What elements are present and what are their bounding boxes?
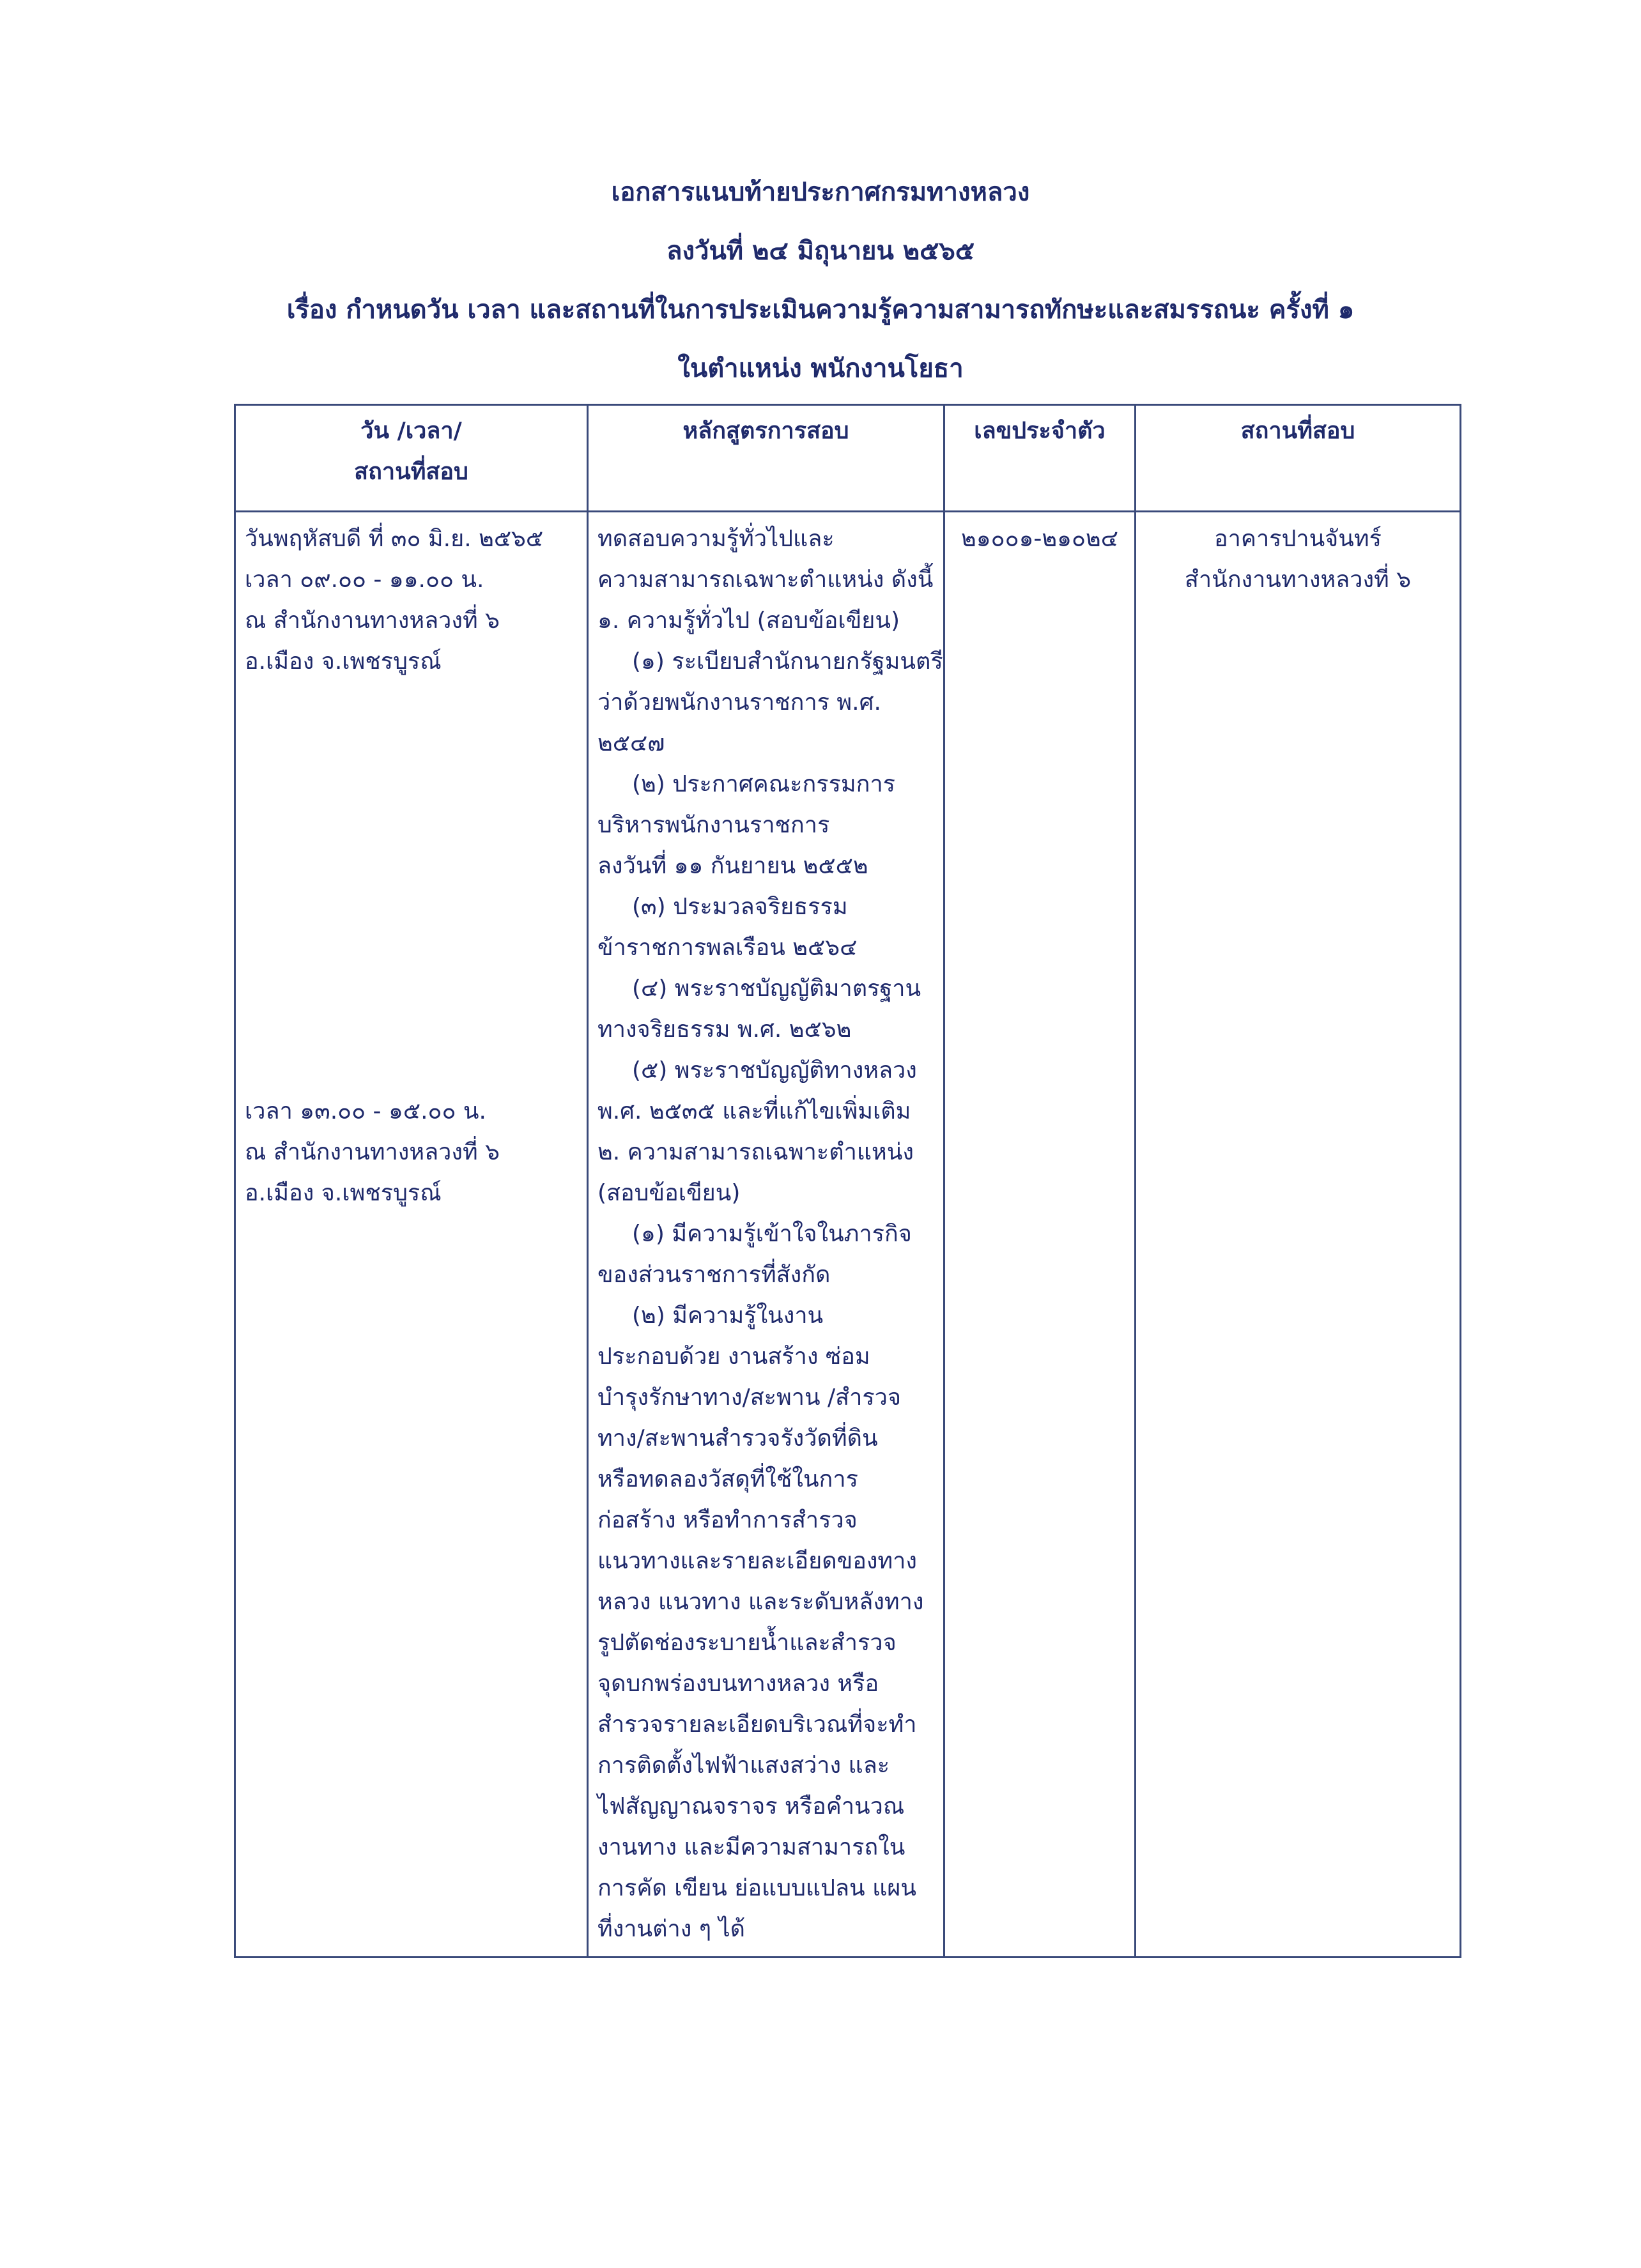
id-range-cell <box>944 512 1136 1958</box>
curriculum-line: สำรวจรายละเอียดบริเวณที่จะทำ <box>597 1712 917 1738</box>
curriculum-list <box>597 519 943 1950</box>
curriculum-line: ๒. ความสามารถเฉพาะตำแหน่ง <box>597 1139 914 1165</box>
exam-schedule-table <box>234 404 1461 1958</box>
curriculum-line: จุดบกพร่องบนทางหลวง หรือ <box>597 1671 879 1697</box>
curriculum-line: บริหารพนักงานราชการ <box>597 812 830 838</box>
curriculum-line: ความสามารถเฉพาะตำแหน่ง ดังนี้ <box>597 567 934 593</box>
schedule-line: เวลา ๑๓.๐๐ - ๑๕.๐๐ น. <box>245 1098 486 1124</box>
curriculum-line: พ.ศ. ๒๕๓๕ และที่แก้ไขเพิ่มเติม <box>597 1098 911 1124</box>
header-title: เอกสารแนบท้ายประกาศกรมทางหลวง <box>611 178 1030 207</box>
curriculum-line: รูปตัดช่องระบายน้ำและสำรวจ <box>597 1630 897 1656</box>
curriculum-line: (๓) ประมวลจริยธรรม <box>632 894 848 920</box>
schedule-line: ณ สำนักงานทางหลวงที่ ๖ <box>245 1139 500 1165</box>
curriculum-line: (๔) พระราชบัญญัติมาตรฐาน <box>632 976 921 1002</box>
curriculum-line: (๒) มีความรู้ในงาน <box>632 1303 824 1329</box>
curriculum-line: ไฟสัญญาณจราจร หรือคำนวณ <box>597 1793 905 1820</box>
curriculum-cell <box>588 512 944 1958</box>
curriculum-line: การติดตั้งไฟฟ้าแสงสว่าง และ <box>597 1752 890 1779</box>
header-exam-place: สถานที่สอบ <box>1136 405 1461 512</box>
header-id-number: เลขประจำตัว <box>944 405 1136 512</box>
exam-place-office: สำนักงานทางหลวงที่ ๖ <box>1184 567 1412 593</box>
table-row <box>235 512 1461 1958</box>
table-header-row <box>235 405 1461 512</box>
curriculum-line: ว่าด้วยพนักงานราชการ พ.ศ. <box>597 689 881 716</box>
header-curriculum: หลักสูตรการสอบ <box>588 405 944 512</box>
curriculum-line: (๑) ระเบียบสำนักนายกรัฐมนตรี <box>632 648 943 675</box>
curriculum-line: การคัด เขียน ย่อแบบแปลน แผน <box>597 1875 917 1901</box>
curriculum-line: หรือทดลองวัสดุที่ใช้ในการ <box>597 1466 858 1492</box>
header-position: ในตำแหน่ง พนักงานโยธา <box>677 354 964 383</box>
schedule-line: อ.เมือง จ.เพชรบูรณ์ <box>245 648 442 675</box>
curriculum-line: (๑) มีความรู้เข้าใจในภารกิจ <box>632 1221 912 1247</box>
schedule-line: ณ สำนักงานทางหลวงที่ ๖ <box>245 608 500 634</box>
schedule-line: เวลา ๐๙.๐๐ - ๑๑.๐๐ น. <box>245 567 484 593</box>
curriculum-line: ลงวันที่ ๑๑ กันยายน ๒๕๕๒ <box>597 853 868 879</box>
curriculum-line: (๒) ประกาศคณะกรรมการ <box>632 771 896 797</box>
curriculum-line: (๕) พระราชบัญญัติทางหลวง <box>632 1057 917 1084</box>
curriculum-line: ๑. ความรู้ทั่วไป (สอบข้อเขียน) <box>597 608 900 634</box>
curriculum-line: ของส่วนราชการที่สังกัด <box>597 1262 831 1288</box>
header-subject: เรื่อง กำหนดวัน เวลา และสถานที่ในการประเมินความรู้ความสามารถทักษะและสมรรถนะ ครั้งที่ ๑ <box>286 295 1355 325</box>
curriculum-line: ทาง/สะพานสำรวจรังวัดที่ดิน <box>597 1425 878 1452</box>
header-date-time-place <box>235 405 588 512</box>
header-place-label: สถานที่สอบ <box>354 459 468 485</box>
curriculum-line: งานทาง และมีความสามารถใน <box>597 1834 905 1860</box>
morning-schedule <box>245 519 582 682</box>
afternoon-schedule <box>245 1091 582 1214</box>
document-header <box>0 163 1641 398</box>
curriculum-line: ทางจริยธรรม พ.ศ. ๒๕๖๒ <box>597 1016 852 1043</box>
schedule-cell <box>235 512 588 1958</box>
curriculum-line: ก่อสร้าง หรือทำการสำรวจ <box>597 1507 858 1533</box>
curriculum-line: หลวง แนวทาง และระดับหลังทาง <box>597 1589 924 1615</box>
id-range: ๒๑๐๐๑-๒๑๐๒๔ <box>961 526 1118 552</box>
curriculum-line: แนวทางและรายละเอียดของทาง <box>597 1548 917 1574</box>
schedule-line: อ.เมือง จ.เพชรบูรณ์ <box>245 1180 442 1206</box>
curriculum-line: ทดสอบความรู้ทั่วไปและ <box>597 526 835 552</box>
curriculum-line: (สอบข้อเขียน) <box>597 1180 741 1206</box>
exam-place-cell <box>1136 512 1461 1958</box>
header-date-time-label: วัน /เวลา/ <box>360 418 462 444</box>
header-date: ลงวันที่ ๒๔ มิถุนายน ๒๕๖๕ <box>666 236 975 266</box>
exam-place-building: อาคารปานจันทร์ <box>1214 526 1382 552</box>
curriculum-line: ๒๕๔๗ <box>597 730 665 756</box>
curriculum-line: ประกอบด้วย งานสร้าง ซ่อม <box>597 1344 870 1370</box>
curriculum-line: ข้าราชการพลเรือน ๒๕๖๔ <box>597 935 858 961</box>
schedule-line: วันพฤหัสบดี ที่ ๓๐ มิ.ย. ๒๕๖๕ <box>245 526 544 552</box>
curriculum-line: บำรุงรักษาทาง/สะพาน /สำรวจ <box>597 1384 901 1411</box>
curriculum-line: ที่งานต่าง ๆ ได้ <box>597 1916 746 1942</box>
